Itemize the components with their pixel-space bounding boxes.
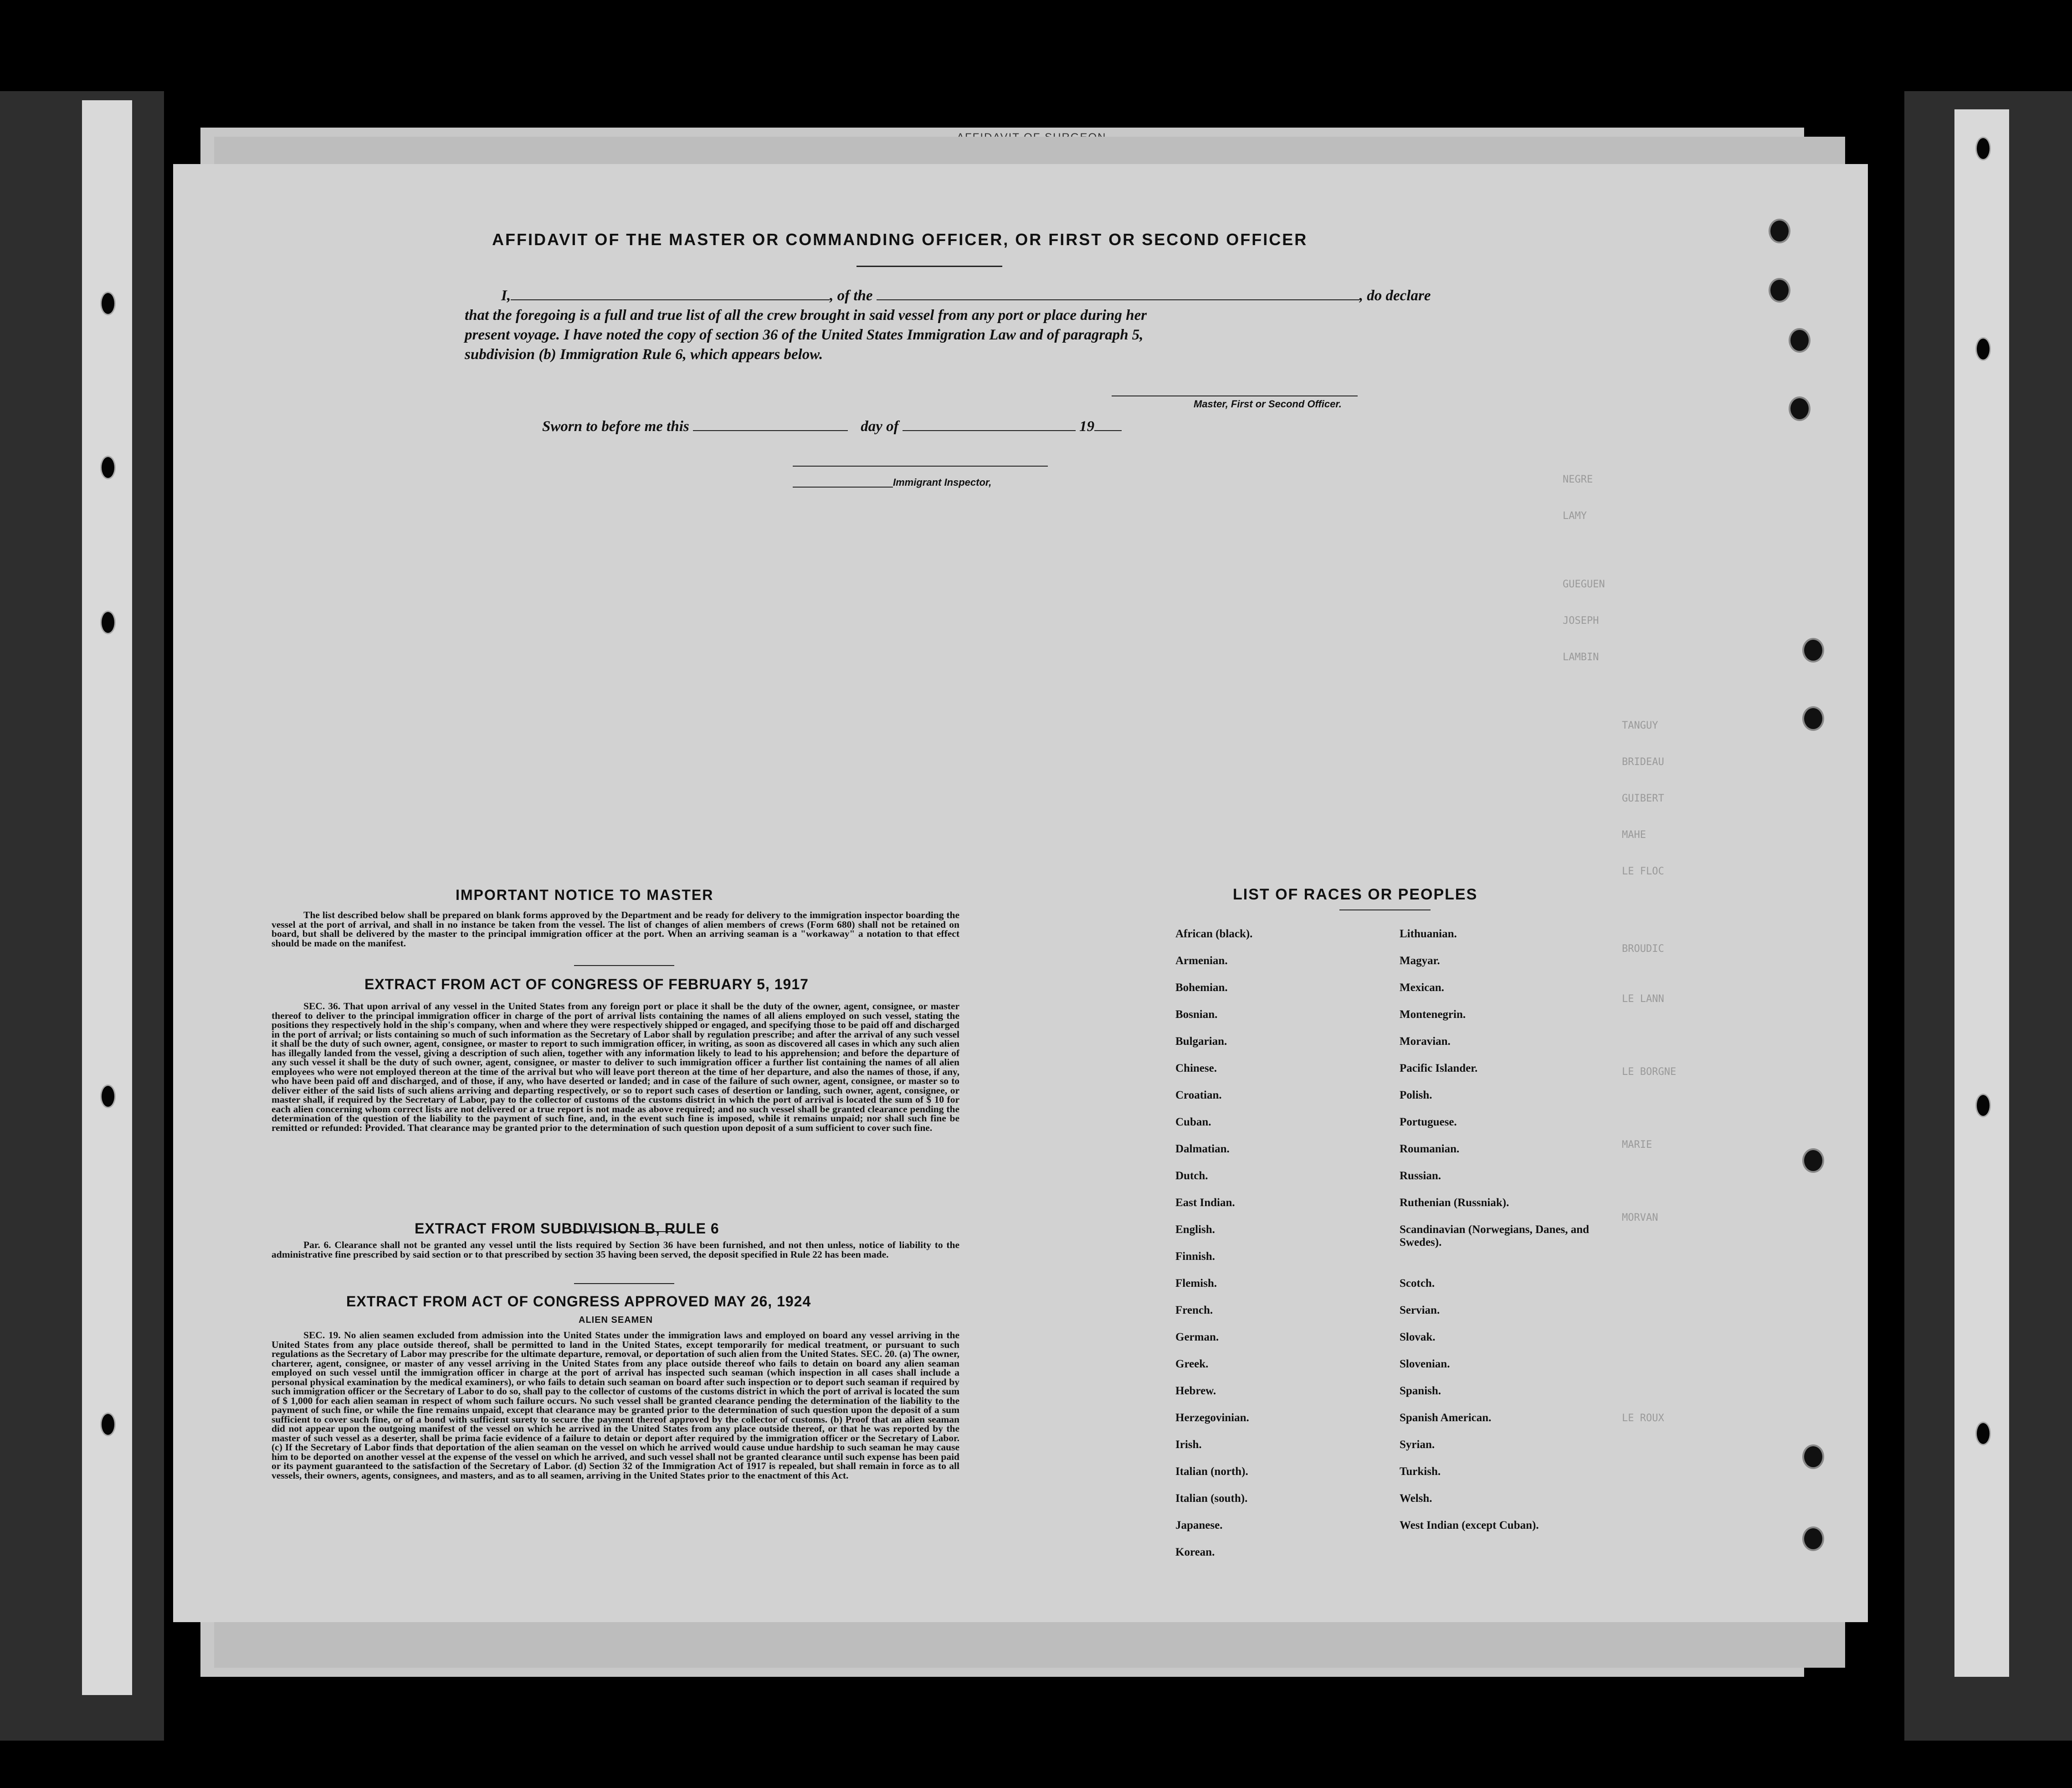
page-punch-hole (1789, 328, 1810, 353)
race-item: Bulgarian. (1175, 1035, 1227, 1048)
race-item: German. (1175, 1331, 1219, 1343)
extract-1924-heading: EXTRACT FROM ACT OF CONGRESS APPROVED MAY 26, 1924 (346, 1293, 811, 1310)
race-item: Spanish. (1400, 1385, 1441, 1397)
race-item: Syrian. (1400, 1439, 1435, 1451)
inspector-signature-label: Immigrant Inspector, (893, 477, 992, 488)
declaration-line: present voyage. I have noted the copy of section 36 of the United States Immigration Law and of paragraph 5, (465, 327, 1144, 343)
sworn-year-field[interactable] (1094, 430, 1122, 431)
race-item: Dalmatian. (1175, 1143, 1230, 1155)
race-item: Slovak. (1400, 1331, 1436, 1343)
binder-hole (1975, 137, 1991, 160)
race-item: Korean. (1175, 1546, 1215, 1558)
declaration-vessel-prefix: , of the (830, 288, 873, 304)
extract-1924-text: SEC. 19. No alien seamen excluded from admission into the United States under the immigration laws and employed on board any vessel arriving in the United States from any place outside thereof, shall be permitted to land in the United States, except temporarily for medical treatment, or pursuant to such regulations as the Secretary of Labor may prescribe for the ultimate departure, removal, or deportation of such alien from the United States. SEC. 20. (a) The owner, charterer, agent, consignee, or master of any vessel arriving in the United States from any place outside thereof who fails to detain on board any alien seaman employed on such vessel until the immigration officer in charge at the port of arrival has inspected such seaman (which inspection in all cases shall include a personal physical examination by the medical examiners), or who fails to detain such seaman on board after such inspection or to deport such seaman if required by such immigration officer or the Secretary of Labor to do so, shall pay to the collector of customs of the customs district in which the port of arrival is located the sum of $ 1,000 for each alien seaman in respect of whom such failure occurs. No such vessel shall be granted clearance pending the determination of the liability to the payment of such fine, or while the fine remains unpaid, except that clearance may be granted prior to the determination of such question upon the deposit of a sum sufficient to cover such fine, or of a bond with sufficient surety to secure the payment thereof approved by the collector of customs. (b) Proof that an alien seaman did not appear upon the outgoing manifest of the vessel on which he arrived in the United States from any place outside thereof, or that he was reported by the master of such vessel as a deserter, shall be prima facie evidence of a failure to detain or deport after required by the immigration officer or the Secretary of Labor. (c) If the Secretary of Labor finds that deportation of the alien seaman on the vessel on which he arrived would cause undue hardship to such seaman he may cause him to be deported on another vessel at the expense of the vessel on which he arrived, and such vessel shall not be granted clearance until such expense has been paid or its payment guaranteed to the satisfaction of the Secretary of Labor. (d) Section 32 of the Immigration Act of 1917 is repealed, but shall remain in force as to all vessels, their owners, agents, consignees, and masters, and as to all seamen, arriving in the United States prior to the enactment of this Act. (272, 1330, 959, 1481)
race-item: African (black). (1175, 928, 1253, 940)
race-item: Servian. (1400, 1304, 1440, 1316)
races-underline (1339, 909, 1431, 910)
race-item: Slovenian. (1400, 1358, 1450, 1370)
race-item: English. (1175, 1223, 1215, 1236)
notice-heading: IMPORTANT NOTICE TO MASTER (456, 887, 714, 903)
race-item: Hebrew. (1175, 1385, 1216, 1397)
affidavit-title: AFFIDAVIT OF THE MASTER OR COMMANDING OFFICER, OR FIRST OR SECOND OFFICER (492, 230, 1308, 249)
race-item: Portuguese. (1400, 1116, 1457, 1128)
race-item: Greek. (1175, 1358, 1209, 1370)
inspector-signature-line[interactable] (793, 466, 1048, 467)
race-item: Bosnian. (1175, 1008, 1218, 1021)
races-column-left (1175, 928, 1367, 1573)
race-item: Pacific Islander. (1400, 1062, 1478, 1074)
race-item: Spanish American. (1400, 1412, 1492, 1424)
sworn-day-of: day of (861, 418, 899, 435)
race-item: Moravian. (1400, 1035, 1451, 1048)
race-item: Croatian. (1175, 1089, 1222, 1101)
binder-hole (100, 1084, 116, 1108)
race-item: Magyar. (1400, 955, 1440, 967)
race-item: Russian. (1400, 1170, 1441, 1182)
declaration (465, 286, 1431, 365)
race-item: Scandinavian (Norwegians, Danes, and Swedes). (1400, 1223, 1590, 1249)
page-punch-hole (1769, 278, 1790, 303)
declaration-name-prefix: I, (501, 288, 511, 304)
notice-text: The list described below shall be prepared on blank forms approved by the Department and be ready for delivery to the immigration inspector boarding the vessel at the port of arrival, and shall in no instance be taken from the vessel. The list of changes of alien members of crews (Form 680) shall not be retained on board, but shall be delivered by the master to the principal immigration officer at the port. When an arriving seaman is a "workaway" a notation to that effect should be made on the manifest. (272, 909, 959, 949)
races-heading: LIST OF RACES OR PEOPLES (1233, 886, 1478, 903)
extract-1924-subheading: ALIEN SEAMEN (579, 1315, 653, 1325)
page-punch-hole (1802, 706, 1824, 731)
race-item: East Indian. (1175, 1197, 1235, 1209)
race-item: Ruthenian (Russniak). (1400, 1197, 1509, 1209)
race-item: Turkish. (1400, 1465, 1441, 1478)
race-item: Dutch. (1175, 1170, 1208, 1182)
races-column-right (1400, 928, 1618, 1546)
vessel-name-field[interactable] (877, 299, 1359, 300)
binder-hole (100, 611, 116, 634)
section-divider (574, 965, 674, 966)
officer-name-field[interactable] (511, 299, 830, 300)
race-item: Flemish. (1175, 1277, 1217, 1290)
race-item: Herzegovinian. (1175, 1412, 1249, 1424)
race-item: West Indian (except Cuban). (1400, 1519, 1539, 1531)
race-item: Italian (north). (1175, 1465, 1248, 1478)
page-punch-hole (1769, 219, 1790, 243)
sworn-month-field[interactable] (903, 430, 1076, 431)
race-item: Italian (south). (1175, 1492, 1248, 1505)
binder-strip-right (1954, 109, 2009, 1677)
extract-rule6-text: Par. 6. Clearance shall not be granted any vessel until the lists required by Section 36 have been furnished, and not then unless, notice of liability to the administrative fine prescribed by said section or to that prescribed by section 35 having been served, the deposit specified in Rule 22 has been made. (272, 1239, 959, 1260)
race-item: Scotch. (1400, 1277, 1435, 1290)
binder-hole (1975, 1422, 1991, 1445)
race-item: French. (1175, 1304, 1213, 1316)
binder-hole (100, 456, 116, 479)
declaration-line: that the foregoing is a full and true list of all the crew brought in said vessel from any port or place during her (465, 307, 1147, 324)
title-underline (856, 266, 1002, 267)
race-item: Mexican. (1400, 981, 1444, 994)
declaration-suffix: , do declare (1359, 288, 1431, 304)
race-item: Cuban. (1175, 1116, 1211, 1128)
race-item: Polish. (1400, 1089, 1432, 1101)
race-item: Welsh. (1400, 1492, 1432, 1505)
binder-hole (100, 292, 116, 315)
page-punch-hole (1802, 638, 1824, 663)
section-divider (574, 1283, 674, 1284)
extract-1917-heading: EXTRACT FROM ACT OF CONGRESS OF FEBRUARY 5, 1917 (364, 976, 809, 992)
page-punch-hole (1802, 1148, 1824, 1173)
sworn-statement (542, 418, 1122, 435)
sworn-prefix: Sworn to before me this (542, 418, 689, 435)
page-punch-hole (1789, 396, 1810, 421)
race-item: Bohemian. (1175, 981, 1228, 994)
race-item: Irish. (1175, 1439, 1202, 1451)
race-item: Japanese. (1175, 1519, 1223, 1531)
race-item: Armenian. (1175, 955, 1228, 967)
inspector-signature-line-2 (793, 487, 893, 488)
binder-hole (1975, 337, 1991, 361)
page-punch-hole (1802, 1444, 1824, 1469)
declaration-line: subdivision (b) Immigration Rule 6, which appears below. (465, 346, 823, 363)
race-item: Lithuanian. (1400, 928, 1457, 940)
race-item: Roumanian. (1400, 1143, 1460, 1155)
extract-rule6-heading: EXTRACT FROM SUBDIVISION B, RULE 6 (415, 1220, 719, 1237)
binder-hole (100, 1413, 116, 1436)
page-punch-hole (1802, 1526, 1824, 1551)
binder-strip-left (82, 100, 132, 1695)
race-item: Chinese. (1175, 1062, 1217, 1074)
master-signature-label: Master, First or Second Officer. (1194, 398, 1342, 410)
sworn-year-prefix: 19 (1079, 418, 1095, 435)
extract-1917-text: SEC. 36. That upon arrival of any vessel in the United States from any foreign port or place it shall be the duty of the owner, agent, consignee, or master thereof to deliver to the principal immigration officer in charge of the port of arrival lists containing the names of all aliens employed on such vessel, stating the positions they respectively hold in the ship's company, when and where they were respectively shipped or engaged, and specifying those to be paid off and discharged in the port of arrival; or lists containing so much of such information as the Secretary of Labor shall by regulation prescribe; and after the arrival of any such vessel it shall be the duty of such owner, agent, consignee, or master to report to such immigration officer, in writing, as soon as discovered all cases in which any such alien has illegally landed from the vessel, giving a description of such alien, together with any information likely to lead to his apprehension; and before the departure of any such vessel it shall be the duty of such owner, agent, consignee, or master to deliver to such immigration officer a further list containing the names of all alien employees who were not employed thereon at the time of the arrival but who will leave port thereon at the time of her departure, and also the names of those, if any, who have been paid off and discharged, and of those, if any, who have deserted or landed; and in case of the failure of such owner, agent, consignee, or master so to deliver either of the said lists of such aliens arriving and departing respectively, or so to report such cases of desertion or landing, such owner, agent, consignee, or master shall, if required by the Secretary of Labor, pay to the collector of customs of the customs district in which the port of arrival is located the sum of $ 10 for each alien concerning whom correct lists are not delivered or a true report is not made as above required; and no such vessel shall be granted clearance pending the determination of the question of the liability to the payment of such fine, and, in the event such fine is imposed, while it remains unpaid; nor shall such fine be remitted or refunded: Provided. That clearance may be granted prior to the determination of such question upon deposit of a sum sufficient to cover such fine. (272, 1001, 959, 1133)
sworn-day-field[interactable] (693, 430, 848, 431)
race-item: Finnish. (1175, 1250, 1215, 1263)
binder-hole (1975, 1094, 1991, 1117)
race-item: Montenegrin. (1400, 1008, 1466, 1021)
